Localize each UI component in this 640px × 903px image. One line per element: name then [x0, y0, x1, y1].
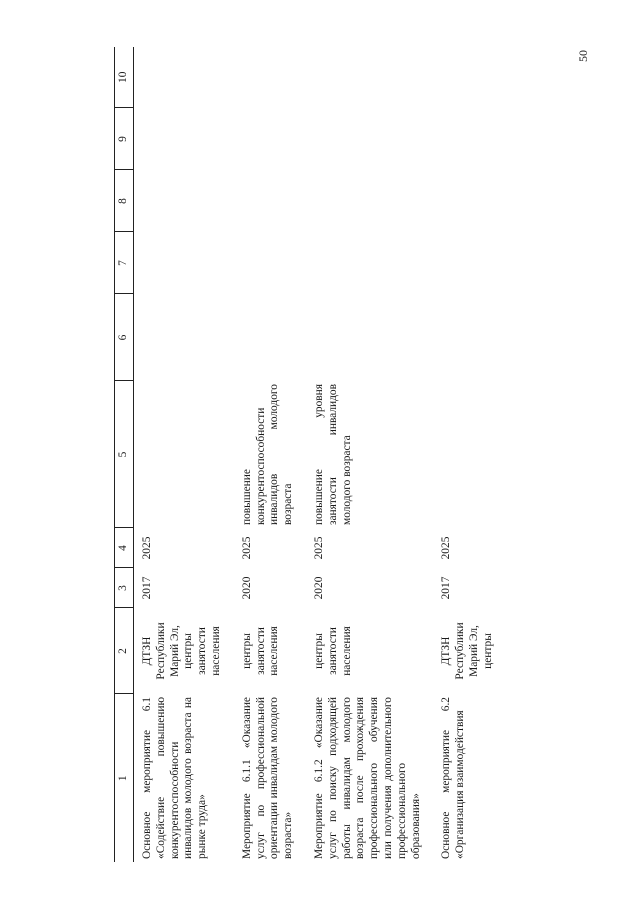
start-year-cell: 2017	[141, 576, 153, 600]
column-9-cell	[234, 108, 306, 170]
table-row	[306, 47, 433, 862]
column-header-7: 7	[115, 232, 134, 294]
column-header-5: 5	[115, 381, 134, 528]
start-year-cell: 2020	[240, 576, 253, 600]
column-header-10: 10	[115, 47, 134, 108]
executor-cell: центры занятости населения	[312, 626, 353, 676]
event-name-cell: Основное мероприятие 6.2 «Организация взаимодействия	[440, 697, 467, 859]
rotated-table-sheet	[114, 47, 594, 862]
table-row	[234, 47, 306, 862]
column-header-4: 4	[115, 528, 134, 568]
executor-cell: центры занятости населения	[240, 626, 281, 676]
start-year-cell: 2017	[440, 576, 453, 600]
column-10-cell	[306, 47, 433, 108]
column-header-6: 6	[115, 294, 134, 381]
event-name-cell: Основное мероприятие 6.1 «Содействие повышению конкурентоспособности инвалидов молодого возраста на рынке труда»	[141, 697, 209, 859]
end-year-cell: 2025	[440, 536, 453, 560]
column-7-cell	[306, 232, 433, 294]
column-6-cell	[306, 294, 433, 381]
column-8-cell	[433, 170, 495, 232]
start-year-cell: 2020	[312, 576, 325, 600]
column-9-cell	[306, 108, 433, 170]
expected-result-cell: повышение уровня занятости инвалидов молодого возраста	[312, 384, 353, 525]
end-year-cell: 2025	[312, 536, 325, 560]
column-8-cell	[134, 170, 234, 232]
column-6-cell	[433, 294, 495, 381]
column-header-2: 2	[115, 608, 134, 694]
column-10-cell	[433, 47, 495, 108]
executor-cell: ДТЗН Республики Марий Эл, центры занятости населения	[141, 622, 222, 680]
column-header-8: 8	[115, 170, 134, 232]
column-8-cell	[306, 170, 433, 232]
end-year-cell: 2025	[141, 536, 153, 560]
table-row	[433, 47, 495, 862]
executor-cell: ДТЗН Республики Марий Эл, центры	[440, 622, 494, 680]
page-number: 50	[576, 50, 590, 62]
column-10-cell	[134, 47, 234, 108]
column-7-cell	[234, 232, 306, 294]
column-7-cell	[134, 232, 234, 294]
activities-table	[114, 47, 496, 862]
column-number-row	[115, 47, 134, 862]
table-row	[134, 47, 234, 862]
column-10-cell	[234, 47, 306, 108]
column-9-cell	[134, 108, 234, 170]
end-year-cell: 2025	[240, 536, 253, 560]
column-6-cell	[234, 294, 306, 381]
expected-result-cell	[134, 381, 234, 528]
column-6-cell	[134, 294, 234, 381]
column-9-cell	[433, 108, 495, 170]
column-header-9: 9	[115, 108, 134, 170]
column-header-1: 1	[115, 694, 134, 862]
expected-result-cell: повышение конкурентоспособности инвалидов молодого возраста	[240, 384, 295, 525]
event-name-cell: Мероприятие 6.1.1 «Оказание услуг по профессиональной ориентации инвалидам молодого возраста»	[240, 697, 295, 859]
column-8-cell	[234, 170, 306, 232]
column-header-3: 3	[115, 568, 134, 608]
expected-result-cell	[433, 381, 495, 528]
column-7-cell	[433, 232, 495, 294]
event-name-cell: Мероприятие 6.1.2 «Оказание услуг по поиску подходящей работы инвалидам молодого возраста после прохождения профессионального обучения или получения дополнительного профессионального образования»	[312, 697, 422, 859]
